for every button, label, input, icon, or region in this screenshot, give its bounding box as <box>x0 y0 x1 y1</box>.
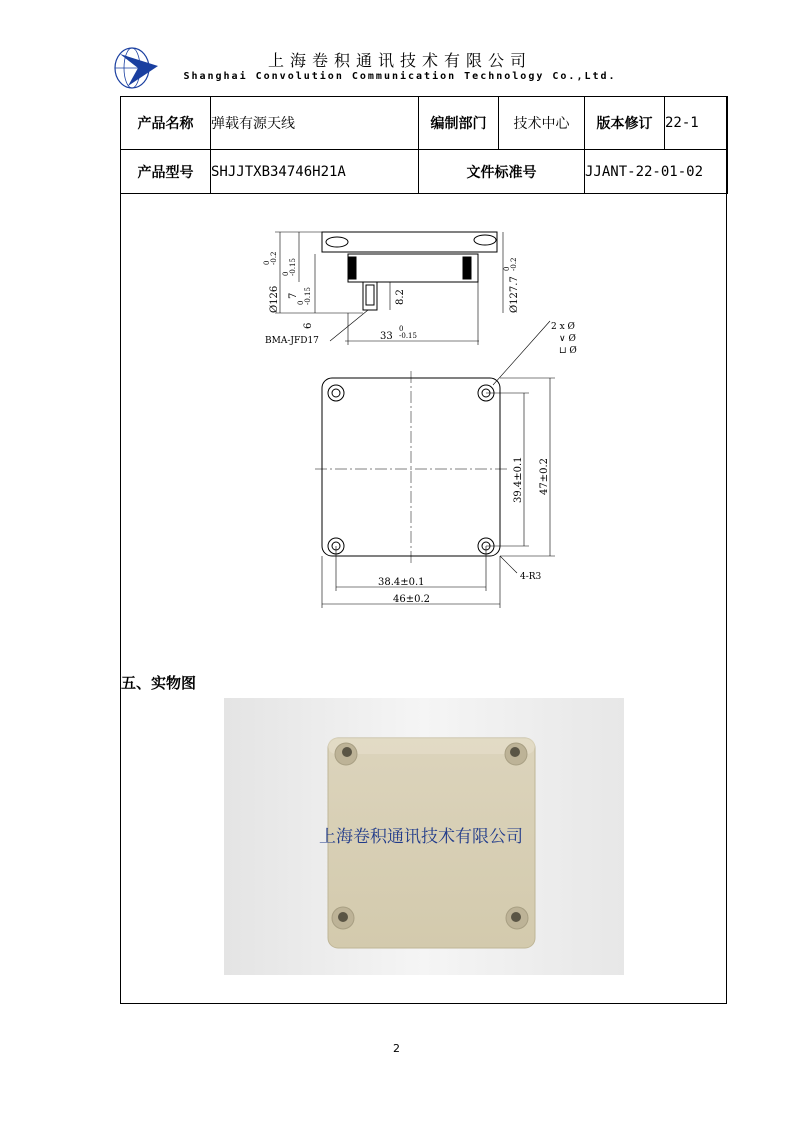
company-name-en: Shanghai Convolution Communication Technology Co.,Ltd. <box>183 71 617 82</box>
tol-127-7 <box>503 258 518 272</box>
dim-33: 33 <box>380 331 393 342</box>
section-title: 五、实物图 <box>121 674 197 692</box>
tol-7 <box>282 258 297 276</box>
dim-38-4: 38.4±0.1 <box>378 577 425 588</box>
revision-label: 版本修订 <box>585 97 665 150</box>
side-view <box>322 232 497 310</box>
svg-text:0: 0 <box>503 266 511 271</box>
product-info-table <box>120 96 728 194</box>
dim-46: 46±0.2 <box>393 594 431 605</box>
dim-8-2: 8.2 <box>395 289 406 305</box>
svg-text:-0.15: -0.15 <box>289 258 297 276</box>
tol-33 <box>399 325 417 340</box>
dim-126: Ø126 <box>269 285 280 313</box>
dim-6: 6 <box>303 322 314 329</box>
dim-7: 7 <box>288 292 299 299</box>
company-name-cn: 上海卷积通讯技术有限公司 <box>267 51 532 70</box>
tol-6 <box>297 287 312 305</box>
svg-text:0: 0 <box>399 325 404 333</box>
hole-note-3: ⊔ Ø <box>559 346 577 356</box>
hole-note-1: 2 x Ø <box>551 322 575 332</box>
svg-text:-0.15: -0.15 <box>304 287 312 305</box>
product-name-value: 弹载有源天线 <box>211 97 419 150</box>
svg-text:0: 0 <box>282 271 290 276</box>
svg-text:0: 0 <box>297 300 305 305</box>
table-row <box>121 97 728 150</box>
photo-watermark: 上海卷积通讯技术有限公司 <box>319 827 523 847</box>
svg-text:0: 0 <box>263 260 271 265</box>
svg-text:-0.2: -0.2 <box>270 251 278 265</box>
hole-note-2: ∨ Ø <box>559 334 576 344</box>
department-label: 编制部门 <box>419 97 499 150</box>
svg-text:-0.15: -0.15 <box>399 332 417 340</box>
connector-label: BMA-JFD17 <box>265 336 319 346</box>
technical-drawing <box>255 213 595 618</box>
revision-value: 22-1 <box>665 97 728 150</box>
product-name-label: 产品名称 <box>121 97 211 150</box>
page-number: 2 <box>393 1042 400 1055</box>
doc-standard-label: 文件标准号 <box>419 150 585 194</box>
dim-47: 47±0.2 <box>539 457 550 495</box>
table-row <box>121 150 728 194</box>
centerlines <box>315 371 507 563</box>
doc-standard-value: JJANT-22-01-02 <box>585 150 728 194</box>
dim-39-4: 39.4±0.1 <box>513 456 524 503</box>
product-photo <box>224 698 624 975</box>
department-value: 技术中心 <box>499 97 585 150</box>
corner-radius: 4-R3 <box>520 572 542 582</box>
svg-text:-0.2: -0.2 <box>510 257 518 271</box>
page-header <box>110 44 690 92</box>
dim-127-7: Ø127.7 <box>509 276 520 313</box>
tol-126 <box>263 252 278 266</box>
model-value: SHJJTXB34746H21A <box>211 150 419 194</box>
model-label: 产品型号 <box>121 150 211 194</box>
